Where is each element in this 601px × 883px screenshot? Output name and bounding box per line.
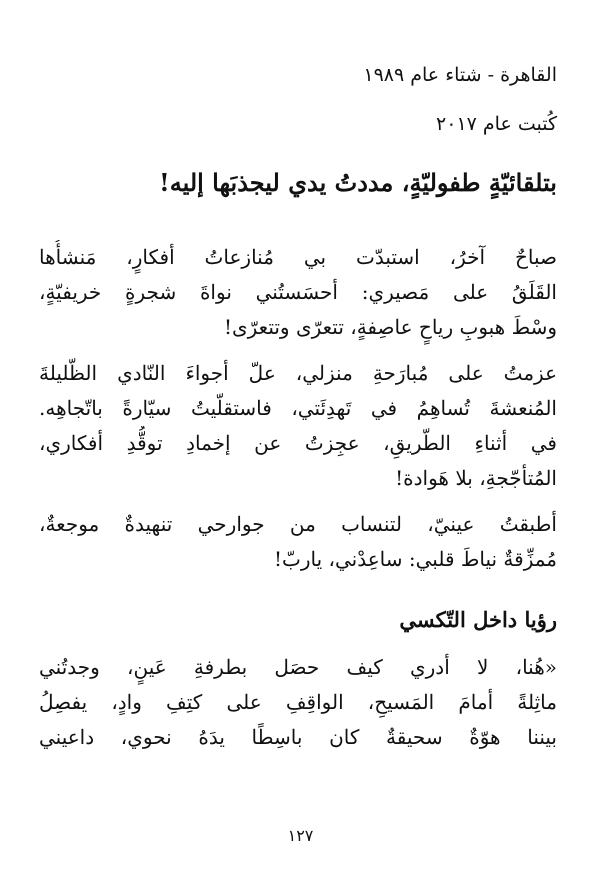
text-line: القَلَقُ على مَصيري: أحسَستُني نواةَ شجرةٍ خريفيّةٍ، bbox=[39, 280, 557, 304]
text-line: المُتأجّجةِ، بلا هَوادة! bbox=[395, 466, 557, 490]
text-line: صباحٌ آخرُ، استبدّت بي مُنازعاتُ أفكارٍ، مَنشأُها bbox=[39, 245, 557, 269]
text-line: وسْطَ هبوبِ رياحٍ عاصِفةٍ، تتعرّى وتتعرّى! bbox=[223, 315, 557, 339]
page-number: ١٢٧ bbox=[287, 826, 314, 845]
section-subheading: رؤيا داخل التّكسي bbox=[399, 607, 557, 632]
text-line: المُنعشةَ تُساهِمُ في تَهدِئَتي، فاستقلّيتُ سيّارةً باتّجاهِه. bbox=[39, 396, 557, 420]
text-line: في أثناءِ الطّريقِ، عجِزتُ عن إخمادِ توقُّدِ أفكاري، bbox=[39, 431, 557, 455]
text-line: مُمزِّقةٌ نياطَ قلبي: ساعِدْني، ياربّ! bbox=[274, 547, 557, 571]
text-line: ماثِلةً أمامَ المَسيحِ، الواقِفِ على كتِفِ وادٍ، يفصِلُ bbox=[39, 690, 557, 714]
written-year-line: كُتبت عام ٢٠١٧ bbox=[436, 113, 557, 135]
text-line: أطبقتُ عينيّ، لتنساب من جوارحي تنهيدةٌ موجعةٌ، bbox=[39, 512, 557, 536]
body-section-1 bbox=[39, 240, 557, 577]
chapter-title: بتلقائيّةٍ طفوليّةٍ، مددتُ يدي ليجذبَها إليه! bbox=[159, 168, 557, 197]
text-line: بيننا هوّةٌ سحيقةٌ كان باسِطًا يدَهُ نحوي، داعيني bbox=[39, 725, 557, 749]
text-line: «هُنا، لا أدري كيف حصَل بطرفةِ عَينٍ، وجدتُني bbox=[39, 655, 557, 679]
text-line: عزمتُ على مُبارَحةِ منزلي، علّ أجواءَ النّادي الظّليلةَ bbox=[39, 361, 557, 385]
place-date-line: القاهرة - شتاء عام ١٩٨٩ bbox=[363, 64, 557, 86]
body-section-2 bbox=[39, 650, 557, 755]
